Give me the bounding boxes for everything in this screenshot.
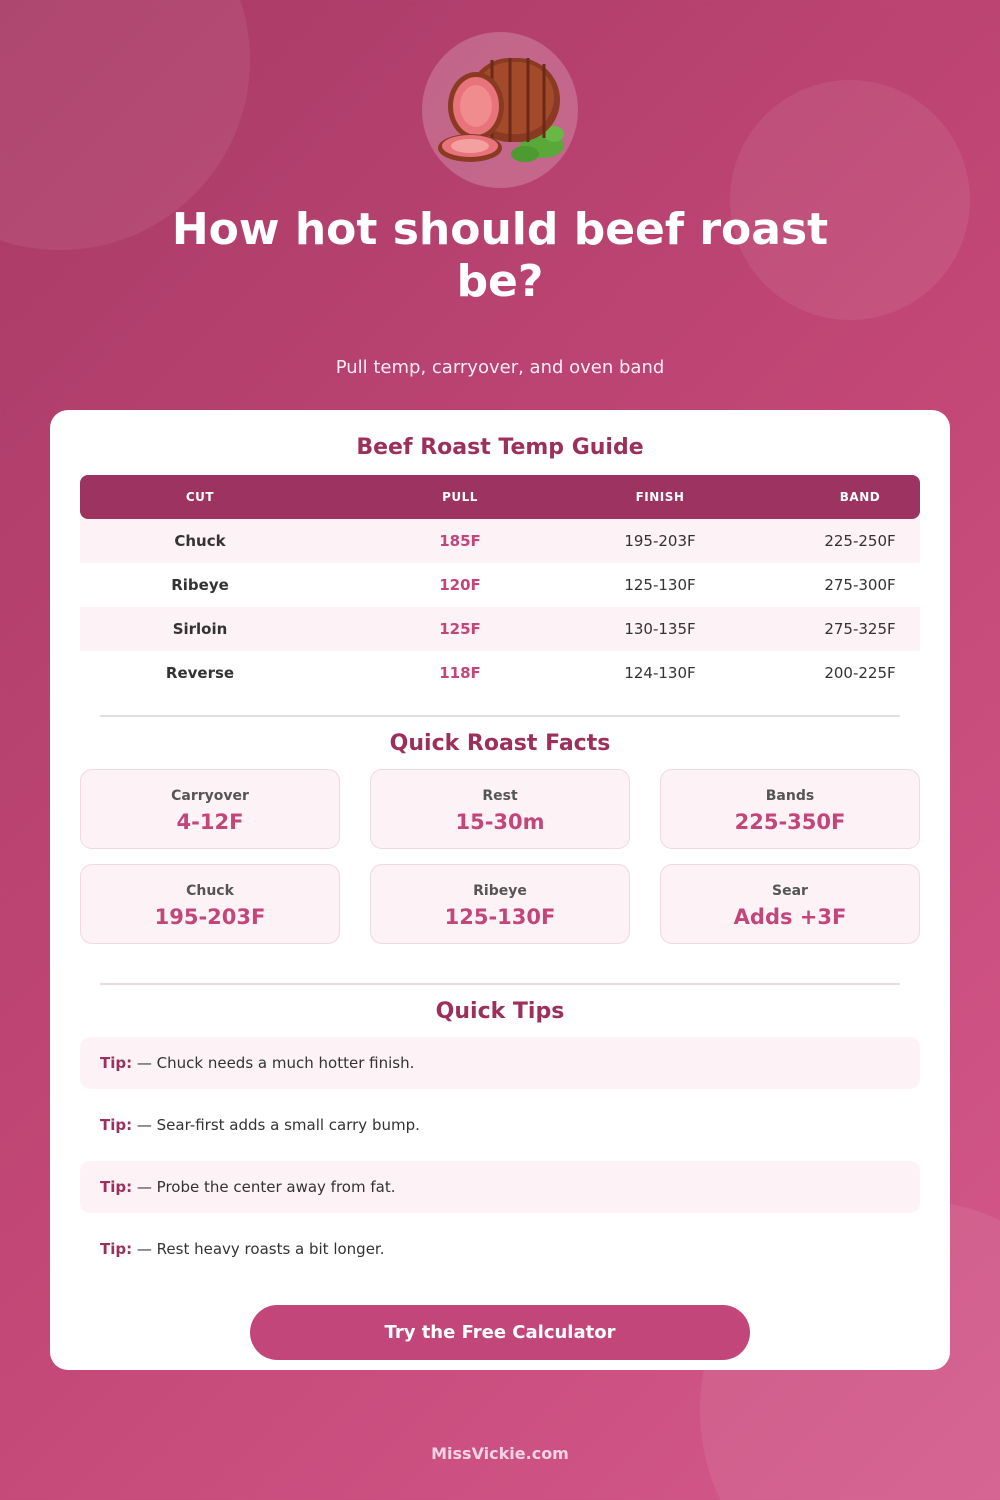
cell-finish: 195-203F xyxy=(624,532,696,550)
temp-guide-title: Beef Roast Temp Guide xyxy=(356,435,644,460)
cell-finish: 125-130F xyxy=(624,576,696,594)
fact-label: Chuck xyxy=(186,883,234,899)
facts-title: Quick Roast Facts xyxy=(389,731,611,756)
column-header-cut: CUT xyxy=(185,490,215,504)
hero-icon-badge xyxy=(422,32,578,188)
fact-card xyxy=(80,769,340,849)
free-calculator-button[interactable]: Try the Free Calculator xyxy=(250,1305,750,1360)
fact-value: 4-12F xyxy=(176,810,244,834)
tips-title: Quick Tips xyxy=(435,999,565,1024)
cell-band: 200-225F xyxy=(824,664,896,682)
tip-text: — Rest heavy roasts a bit longer. xyxy=(136,1240,385,1258)
column-header-band: BAND xyxy=(839,490,881,504)
cell-pull: 185F xyxy=(439,532,481,550)
fact-label: Rest xyxy=(482,788,518,804)
cell-finish: 124-130F xyxy=(624,664,696,682)
fact-card xyxy=(370,864,630,944)
cell-cut: Reverse xyxy=(165,664,235,682)
fact-card xyxy=(660,769,920,849)
cell-band: 275-325F xyxy=(824,620,896,638)
fact-value: 195-203F xyxy=(154,905,266,929)
tip-label: Tip: xyxy=(100,1116,133,1134)
fact-card xyxy=(660,864,920,944)
tip-item xyxy=(80,1099,920,1151)
tip-text: — Sear-first adds a small carry bump. xyxy=(136,1116,420,1134)
section-divider xyxy=(100,983,900,985)
table-row xyxy=(80,651,920,695)
tip-label: Tip: xyxy=(100,1054,133,1072)
fact-value: 15-30m xyxy=(455,810,545,834)
tip-label: Tip: xyxy=(100,1178,133,1196)
tip-label: Tip: xyxy=(100,1240,133,1258)
cell-band: 275-300F xyxy=(824,576,896,594)
cell-band: 225-250F xyxy=(824,532,896,550)
content-card xyxy=(50,410,950,1370)
fact-label: Carryover xyxy=(171,788,249,804)
fact-value: Adds +3F xyxy=(733,905,847,929)
table-row xyxy=(80,563,920,607)
cell-pull: 118F xyxy=(439,664,481,682)
tip-item xyxy=(80,1223,920,1275)
fact-label: Sear xyxy=(772,883,808,899)
cell-pull: 125F xyxy=(439,620,481,638)
fact-label: Bands xyxy=(765,788,815,804)
cell-pull: 120F xyxy=(439,576,481,594)
fact-value: 125-130F xyxy=(444,905,556,929)
column-header-pull: PULL xyxy=(442,490,478,504)
cell-cut: Ribeye xyxy=(171,576,229,594)
table-row xyxy=(80,519,920,563)
fact-label: Ribeye xyxy=(473,883,527,899)
cell-cut: Chuck xyxy=(174,532,226,550)
page-subtitle: Pull temp, carryover, and oven band xyxy=(335,357,665,378)
table-row xyxy=(80,607,920,651)
section-divider xyxy=(100,715,900,717)
page-title: How hot should beef roast be? xyxy=(171,204,829,307)
table-header xyxy=(80,475,920,519)
column-header-finish: FINISH xyxy=(635,490,685,504)
beef-roast-icon xyxy=(430,50,570,170)
fact-card xyxy=(80,864,340,944)
cell-finish: 130-135F xyxy=(624,620,696,638)
tip-item xyxy=(80,1161,920,1213)
footer-site-link[interactable]: MissVickie.com xyxy=(431,1444,569,1463)
fact-card xyxy=(370,769,630,849)
tip-item xyxy=(80,1037,920,1089)
tip-text: — Probe the center away from fat. xyxy=(136,1178,396,1196)
fact-value: 225-350F xyxy=(734,810,846,834)
tip-text: — Chuck needs a much hotter finish. xyxy=(136,1054,415,1072)
cell-cut: Sirloin xyxy=(172,620,228,638)
